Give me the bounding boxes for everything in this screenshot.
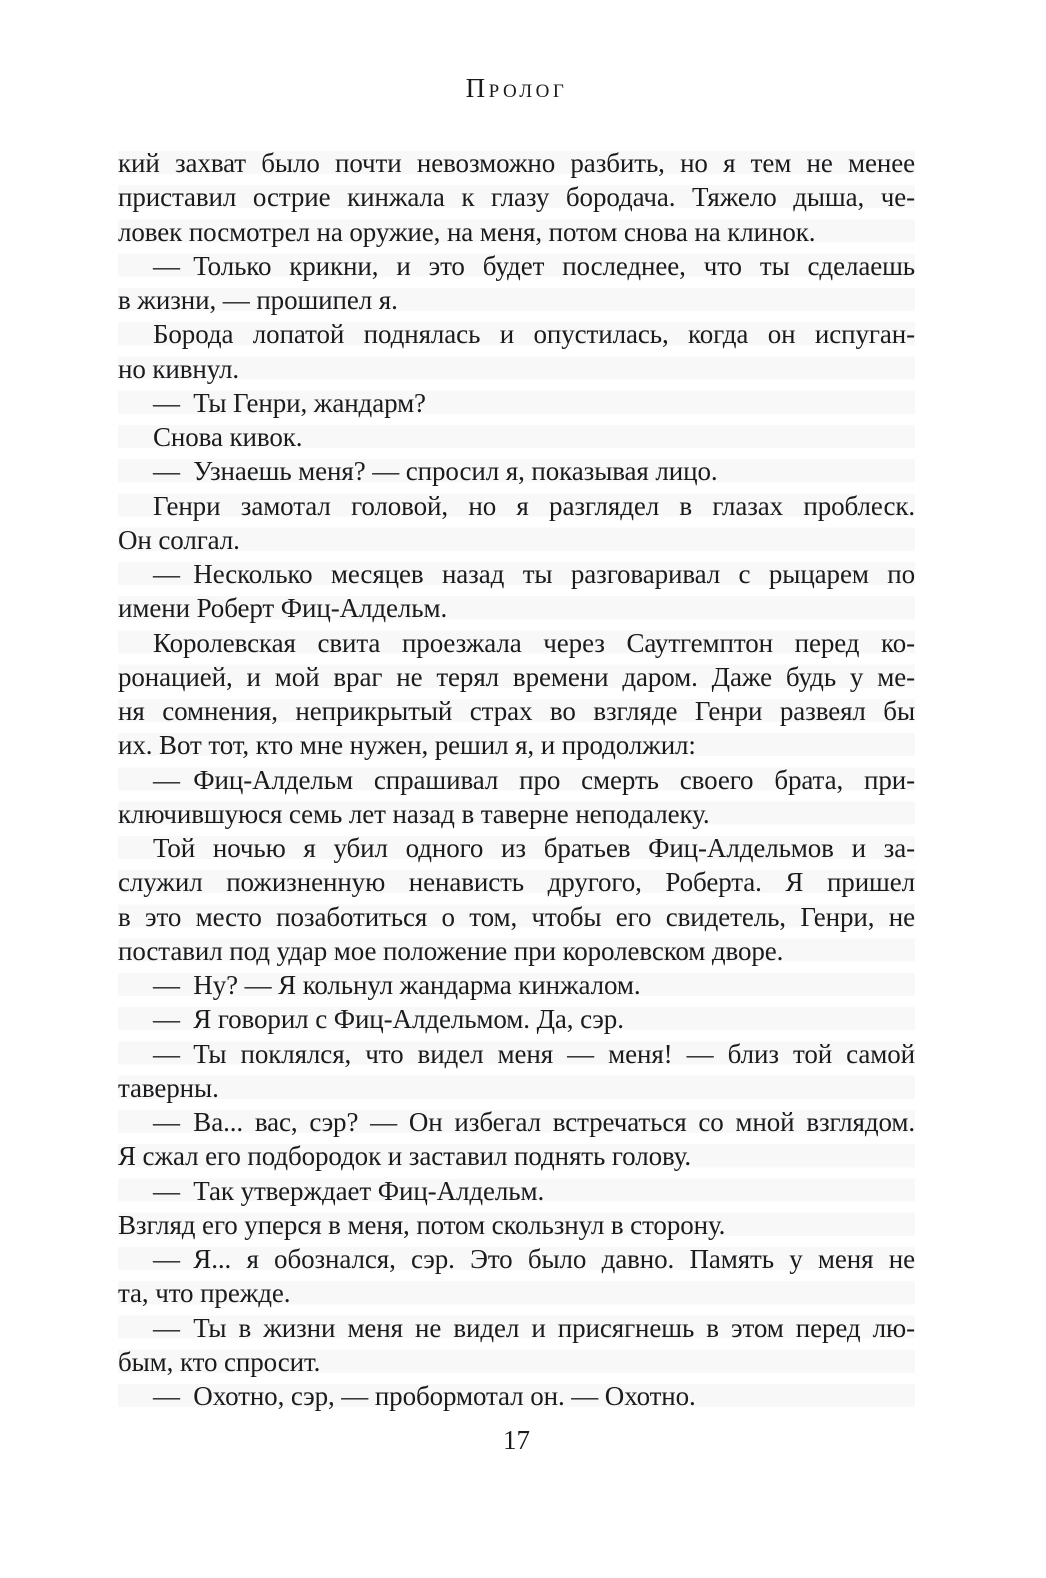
text-line: но кивнул. [118, 353, 240, 384]
text-line: — Так утверждает Фиц-Алдельм. [153, 1175, 545, 1206]
text-line: Снова кивок. [153, 422, 303, 452]
text-line: Борода лопатой поднялась и опустилась, когда он испуган- [153, 319, 915, 350]
text-line: их. Вот тот, кто мне нужен, решил я, и продолжил: [118, 730, 696, 761]
text-line: приставил острие кинжала к глазу бородача. Тяжело дыша, че- [118, 182, 915, 213]
text-line: поставил под удар мое положение при королевском дворе. [118, 935, 784, 966]
text-line: — Фиц-Алдельм спрашивал про смерть своего брата, при- [153, 764, 915, 795]
text-line: ронацией, и мой враг не терял времени даром. Даже будь у ме- [118, 661, 915, 692]
chapter-title: Пролог [465, 73, 568, 103]
text-line: — Охотно, сэр, — пробормотал он. — Охотно. [153, 1381, 696, 1411]
text-line: — Ты в жизни меня не видел и присягнешь в этом перед лю- [153, 1312, 915, 1343]
page-number: 17 [503, 1425, 530, 1455]
text-line: ня сомнения, неприкрытый страх во взгляде Генри развеял бы [118, 696, 915, 726]
text-line: ловек посмотрел на оружие, на меня, потом снова на клинок. [118, 216, 816, 247]
text-line: — Узнаешь меня? — спросил я, показывая лицо. [153, 456, 718, 487]
text-line: Он солгал. [118, 524, 240, 555]
text-line: кий захват было почти невозможно разбить, но я тем не менее [118, 148, 915, 178]
text-line: Взгляд его уперся в меня, потом скользнул в сторону. [118, 1209, 726, 1240]
text-line: Я сжал его подбородок и заставил поднять голову. [118, 1141, 692, 1172]
text-line: имени Роберт Фиц-Алдельм. [118, 593, 448, 624]
text-line: ключившуюся семь лет назад в таверне неподалеку. [118, 798, 710, 829]
text-line: бым, кто спросит. [118, 1346, 321, 1377]
text-line: — Ты Генри, жандарм? [153, 387, 426, 418]
text-line: — Только крикни, и это будет последнее, что ты сделаешь [153, 250, 915, 281]
text-line: та, что прежде. [118, 1278, 291, 1309]
text-line: — Ва... вас, сэр? — Он избегал встречаться со мной взглядом. [153, 1107, 915, 1137]
text-line: в это место позаботиться о том, чтобы его свидетель, Генри, не [118, 901, 915, 932]
text-line: — Ну? — Я кольнул жандарма кинжалом. [153, 970, 641, 1000]
text-line: Той ночью я убил одного из братьев Фиц-Алдельмов и за- [153, 833, 915, 863]
text-line: — Несколько месяцев назад ты разговаривал с рыцарем по [153, 559, 915, 589]
text-line: — Я... я обознался, сэр. Это было давно. Память у меня не [153, 1244, 915, 1274]
text-line: — Я говорил с Фиц-Алдельмом. Да, сэр. [153, 1004, 624, 1035]
text-line: в жизни, — прошипел я. [118, 285, 398, 315]
body-text [118, 146, 915, 1413]
text-line: служил пожизненную ненависть другого, Роберта. Я пришел [118, 867, 915, 898]
text-line: Королевская свита проезжала через Саутгемптон перед ко- [153, 627, 915, 658]
text-line: таверны. [118, 1072, 219, 1103]
text-line: — Ты поклялся, что видел меня — меня! — близ той самой [153, 1038, 915, 1069]
text-line: Генри замотал головой, но я разглядел в глазах проблеск. [153, 490, 915, 521]
